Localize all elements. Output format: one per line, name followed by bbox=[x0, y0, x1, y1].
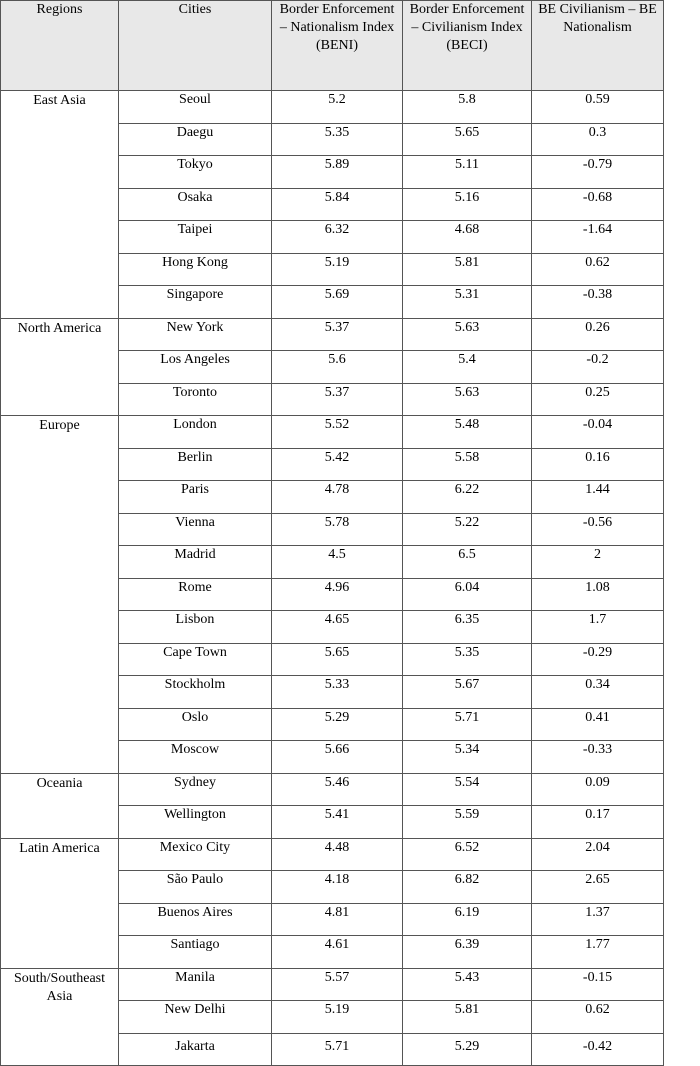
beni-cell: 4.5 bbox=[272, 546, 403, 579]
beni-cell: 5.19 bbox=[272, 253, 403, 286]
difference-cell: -0.29 bbox=[532, 643, 664, 676]
beci-cell: 5.4 bbox=[403, 351, 532, 384]
beci-cell: 5.43 bbox=[403, 968, 532, 1001]
difference-cell: -0.04 bbox=[532, 416, 664, 449]
city-cell: Jakarta bbox=[119, 1033, 272, 1065]
beci-cell: 5.81 bbox=[403, 1001, 532, 1034]
beni-cell: 4.61 bbox=[272, 936, 403, 969]
beni-cell: 5.37 bbox=[272, 383, 403, 416]
beci-cell: 5.35 bbox=[403, 643, 532, 676]
region-cell: South/Southeast Asia bbox=[1, 968, 119, 1065]
beni-cell: 5.46 bbox=[272, 773, 403, 806]
difference-cell: 1.77 bbox=[532, 936, 664, 969]
beni-cell: 5.78 bbox=[272, 513, 403, 546]
beci-cell: 5.71 bbox=[403, 708, 532, 741]
city-cell: Vienna bbox=[119, 513, 272, 546]
beni-cell: 5.52 bbox=[272, 416, 403, 449]
difference-cell: -0.79 bbox=[532, 156, 664, 189]
city-cell: Berlin bbox=[119, 448, 272, 481]
city-cell: Manila bbox=[119, 968, 272, 1001]
difference-cell: 0.62 bbox=[532, 1001, 664, 1034]
city-cell: Mexico City bbox=[119, 838, 272, 871]
header-difference: BE Civilianism – BE Nationalism bbox=[532, 1, 664, 91]
beci-cell: 6.5 bbox=[403, 546, 532, 579]
difference-cell: -1.64 bbox=[532, 221, 664, 254]
beci-cell: 5.34 bbox=[403, 741, 532, 774]
city-cell: Singapore bbox=[119, 286, 272, 319]
difference-cell: 2 bbox=[532, 546, 664, 579]
beni-cell: 4.96 bbox=[272, 578, 403, 611]
city-cell: Stockholm bbox=[119, 676, 272, 709]
beni-cell: 4.81 bbox=[272, 903, 403, 936]
city-cell: Paris bbox=[119, 481, 272, 514]
city-cell: New York bbox=[119, 318, 272, 351]
difference-cell: 0.26 bbox=[532, 318, 664, 351]
city-cell: Sydney bbox=[119, 773, 272, 806]
beni-cell: 5.84 bbox=[272, 188, 403, 221]
beci-cell: 5.63 bbox=[403, 318, 532, 351]
difference-cell: 0.3 bbox=[532, 123, 664, 156]
beci-cell: 6.19 bbox=[403, 903, 532, 936]
beci-cell: 5.67 bbox=[403, 676, 532, 709]
difference-cell: 1.37 bbox=[532, 903, 664, 936]
beni-cell: 5.33 bbox=[272, 676, 403, 709]
beni-cell: 5.41 bbox=[272, 806, 403, 839]
difference-cell: 0.09 bbox=[532, 773, 664, 806]
header-beni: Border Enforcement – Nationalism Index (BENI) bbox=[272, 1, 403, 91]
beni-cell: 5.35 bbox=[272, 123, 403, 156]
beci-cell: 6.39 bbox=[403, 936, 532, 969]
beci-cell: 5.31 bbox=[403, 286, 532, 319]
difference-cell: 2.04 bbox=[532, 838, 664, 871]
beci-cell: 5.48 bbox=[403, 416, 532, 449]
difference-cell: 1.08 bbox=[532, 578, 664, 611]
header-regions: Regions bbox=[1, 1, 119, 91]
city-cell: Cape Town bbox=[119, 643, 272, 676]
city-cell: Rome bbox=[119, 578, 272, 611]
beci-cell: 5.16 bbox=[403, 188, 532, 221]
table-header bbox=[1, 1, 664, 91]
difference-cell: -0.2 bbox=[532, 351, 664, 384]
beci-cell: 5.11 bbox=[403, 156, 532, 189]
table-body bbox=[1, 91, 664, 1066]
beni-cell: 5.57 bbox=[272, 968, 403, 1001]
city-cell: Madrid bbox=[119, 546, 272, 579]
region-cell: Latin America bbox=[1, 838, 119, 968]
difference-cell: 0.17 bbox=[532, 806, 664, 839]
beci-cell: 5.29 bbox=[403, 1033, 532, 1065]
beni-cell: 5.71 bbox=[272, 1033, 403, 1065]
difference-cell: -0.56 bbox=[532, 513, 664, 546]
difference-cell: 0.25 bbox=[532, 383, 664, 416]
table-row bbox=[1, 773, 664, 806]
difference-cell: -0.15 bbox=[532, 968, 664, 1001]
difference-cell: 0.16 bbox=[532, 448, 664, 481]
city-cell: Seoul bbox=[119, 91, 272, 124]
beni-cell: 5.29 bbox=[272, 708, 403, 741]
header-beci: Border Enforcement – Civilianism Index (BECI) bbox=[403, 1, 532, 91]
beci-cell: 6.52 bbox=[403, 838, 532, 871]
city-cell: Taipei bbox=[119, 221, 272, 254]
beni-cell: 4.48 bbox=[272, 838, 403, 871]
beci-cell: 5.54 bbox=[403, 773, 532, 806]
difference-cell: 1.7 bbox=[532, 611, 664, 644]
table-row bbox=[1, 838, 664, 871]
header-row bbox=[1, 1, 664, 91]
beni-cell: 4.18 bbox=[272, 871, 403, 904]
beci-cell: 6.82 bbox=[403, 871, 532, 904]
city-cell: Hong Kong bbox=[119, 253, 272, 286]
region-cell: Europe bbox=[1, 416, 119, 774]
beni-cell: 6.32 bbox=[272, 221, 403, 254]
city-cell: Los Angeles bbox=[119, 351, 272, 384]
difference-cell: 2.65 bbox=[532, 871, 664, 904]
city-cell: Santiago bbox=[119, 936, 272, 969]
region-cell: East Asia bbox=[1, 91, 119, 319]
header-cities: Cities bbox=[119, 1, 272, 91]
table-row bbox=[1, 416, 664, 449]
difference-cell: -0.42 bbox=[532, 1033, 664, 1065]
city-cell: Tokyo bbox=[119, 156, 272, 189]
city-cell: São Paulo bbox=[119, 871, 272, 904]
beni-cell: 4.65 bbox=[272, 611, 403, 644]
beci-cell: 5.81 bbox=[403, 253, 532, 286]
beci-cell: 5.8 bbox=[403, 91, 532, 124]
beci-cell: 5.65 bbox=[403, 123, 532, 156]
city-cell: Buenos Aires bbox=[119, 903, 272, 936]
city-cell: Lisbon bbox=[119, 611, 272, 644]
difference-cell: 1.44 bbox=[532, 481, 664, 514]
beni-cell: 5.6 bbox=[272, 351, 403, 384]
table-row bbox=[1, 91, 664, 124]
city-cell: Toronto bbox=[119, 383, 272, 416]
difference-cell: 0.34 bbox=[532, 676, 664, 709]
difference-cell: -0.38 bbox=[532, 286, 664, 319]
beni-cell: 5.19 bbox=[272, 1001, 403, 1034]
beni-cell: 4.78 bbox=[272, 481, 403, 514]
region-cell: Oceania bbox=[1, 773, 119, 838]
beni-cell: 5.66 bbox=[272, 741, 403, 774]
difference-cell: 0.62 bbox=[532, 253, 664, 286]
city-cell: New Delhi bbox=[119, 1001, 272, 1034]
beni-cell: 5.42 bbox=[272, 448, 403, 481]
region-cell: North America bbox=[1, 318, 119, 416]
beni-cell: 5.37 bbox=[272, 318, 403, 351]
beni-cell: 5.65 bbox=[272, 643, 403, 676]
beni-cell: 5.89 bbox=[272, 156, 403, 189]
beci-cell: 5.22 bbox=[403, 513, 532, 546]
beci-cell: 4.68 bbox=[403, 221, 532, 254]
difference-cell: -0.33 bbox=[532, 741, 664, 774]
city-cell: Moscow bbox=[119, 741, 272, 774]
beci-cell: 5.59 bbox=[403, 806, 532, 839]
city-cell: Osaka bbox=[119, 188, 272, 221]
beci-cell: 6.04 bbox=[403, 578, 532, 611]
table-row bbox=[1, 318, 664, 351]
beci-cell: 6.35 bbox=[403, 611, 532, 644]
city-cell: London bbox=[119, 416, 272, 449]
beci-cell: 5.63 bbox=[403, 383, 532, 416]
beni-cell: 5.69 bbox=[272, 286, 403, 319]
city-cell: Wellington bbox=[119, 806, 272, 839]
city-cell: Daegu bbox=[119, 123, 272, 156]
beci-cell: 5.58 bbox=[403, 448, 532, 481]
difference-cell: -0.68 bbox=[532, 188, 664, 221]
difference-cell: 0.41 bbox=[532, 708, 664, 741]
table-row bbox=[1, 968, 664, 1001]
difference-cell: 0.59 bbox=[532, 91, 664, 124]
beni-cell: 5.2 bbox=[272, 91, 403, 124]
city-cell: Oslo bbox=[119, 708, 272, 741]
beci-cell: 6.22 bbox=[403, 481, 532, 514]
